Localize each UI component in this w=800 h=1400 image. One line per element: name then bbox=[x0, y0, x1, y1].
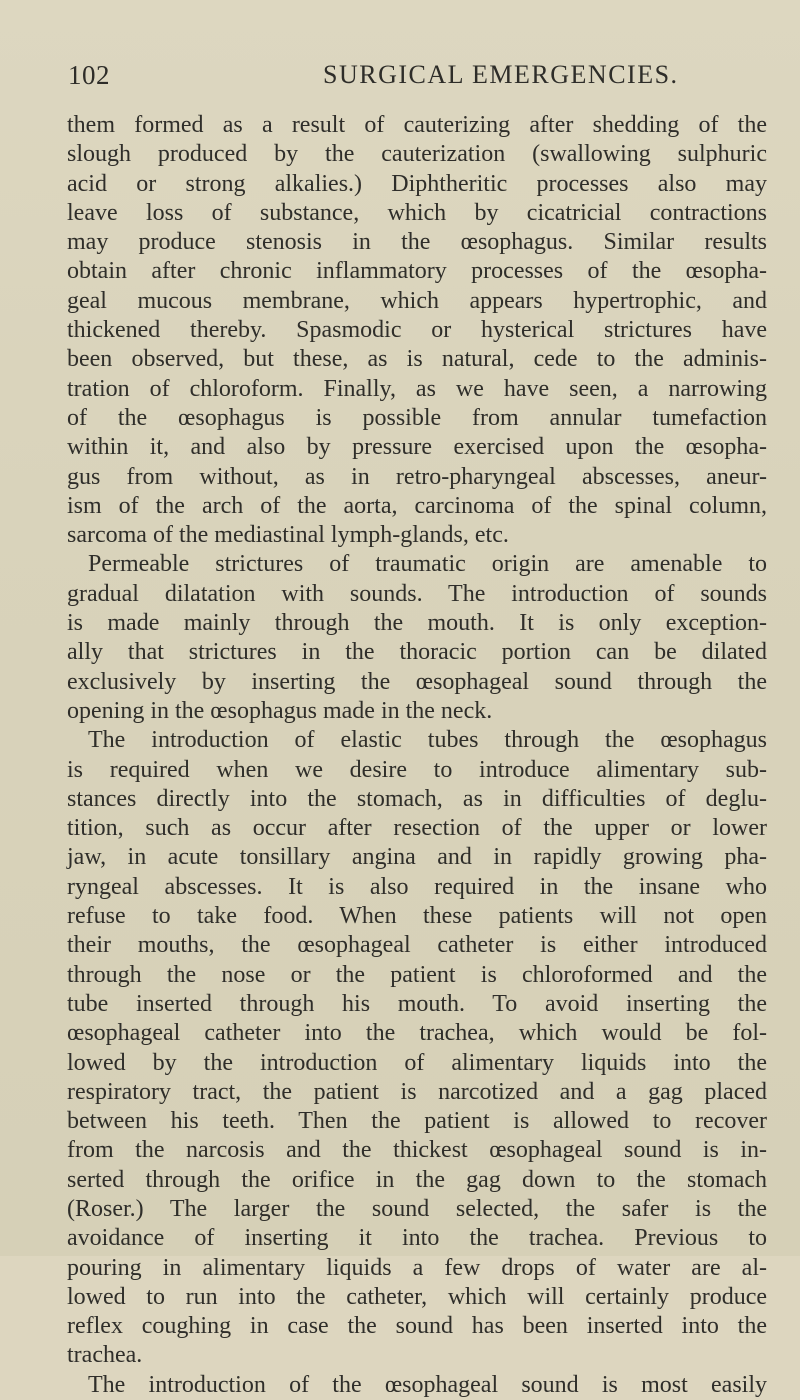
text-line: sarcoma of the mediastinal lymph-glands, etc. bbox=[67, 522, 509, 549]
text-line: jaw, in acute tonsillary angina and in rapidly growing pha- bbox=[67, 844, 767, 871]
text-line: been observed, but these, as is natural, cede to the adminis- bbox=[67, 346, 767, 373]
text-line: leave loss of substance, which by cicatricial contractions bbox=[67, 199, 767, 226]
text-line: is required when we desire to introduce alimentary sub- bbox=[67, 756, 767, 783]
text-line: reflex coughing in case the sound has been inserted into the bbox=[67, 1313, 767, 1340]
text-line: tition, such as occur after resection of the upper or lower bbox=[67, 815, 767, 842]
text-line: from the narcosis and the thickest œsophageal sound is in- bbox=[67, 1137, 767, 1164]
text-line: lowed to run into the catheter, which will certainly produce bbox=[67, 1283, 767, 1310]
text-line: gradual dilatation with sounds. The introduction of sounds bbox=[67, 580, 767, 607]
text-line: is made mainly through the mouth. It is only exception- bbox=[67, 610, 767, 637]
text-line: trachea. bbox=[67, 1342, 143, 1369]
text-line: ryngeal abscesses. It is also required in the insane who bbox=[67, 873, 767, 900]
text-line: ism of the arch of the aorta, carcinoma of the spinal column, bbox=[67, 492, 767, 519]
text-line: thickened thereby. Spasmodic or hysterical strictures have bbox=[67, 317, 767, 344]
text-line: tration of chloroform. Finally, as we have seen, a narrowing bbox=[67, 375, 767, 402]
text-line: of the œsophagus is possible from annular tumefaction bbox=[67, 404, 767, 431]
text-line: gus from without, as in retro-pharyngeal abscesses, aneur- bbox=[67, 463, 767, 490]
text-line: ally that strictures in the thoracic portion can be dilated bbox=[67, 639, 767, 666]
page-header bbox=[68, 60, 758, 100]
running-head: SURGICAL EMERGENCIES. bbox=[323, 60, 679, 89]
text-line: avoidance of inserting it into the trachea. Previous to bbox=[67, 1225, 767, 1252]
text-line: tube inserted through his mouth. To avoid inserting the bbox=[67, 990, 767, 1017]
paragraph-first-line: The introduction of the œsophageal sound is most easily bbox=[88, 1371, 767, 1398]
text-line: geal mucous membrane, which appears hypertrophic, and bbox=[67, 287, 767, 314]
paragraph-first-line: Permeable strictures of traumatic origin are amenable to bbox=[88, 551, 767, 578]
text-line: acid or strong alkalies.) Diphtheritic processes also may bbox=[67, 170, 767, 197]
text-line: through the nose or the patient is chloroformed and the bbox=[67, 961, 767, 988]
text-line: lowed by the introduction of alimentary liquids into the bbox=[67, 1049, 767, 1076]
text-line: pouring in alimentary liquids a few drops of water are al- bbox=[67, 1254, 767, 1281]
text-line: œsophageal catheter into the trachea, which would be fol- bbox=[67, 1020, 767, 1047]
text-line: them formed as a result of cauterizing after shedding of the bbox=[67, 112, 767, 138]
text-line: opening in the œsophagus made in the neck. bbox=[67, 697, 493, 724]
page-number: 102 bbox=[68, 60, 110, 90]
text-line: serted through the orifice in the gag down to the stomach bbox=[67, 1166, 767, 1193]
text-line: within it, and also by pressure exercised upon the œsopha- bbox=[67, 434, 767, 461]
text-line: may produce stenosis in the œsophagus. Similar results bbox=[67, 229, 767, 256]
text-line: exclusively by inserting the œsophageal sound through the bbox=[67, 668, 767, 695]
text-line: their mouths, the œsophageal catheter is either introduced bbox=[67, 932, 767, 959]
text-line: between his teeth. Then the patient is allowed to recover bbox=[67, 1108, 767, 1135]
text-line: refuse to take food. When these patients will not open bbox=[67, 903, 767, 930]
text-line: slough produced by the cauterization (swallowing sulphuric bbox=[67, 141, 767, 168]
text-line: obtain after chronic inflammatory processes of the œsopha- bbox=[67, 258, 767, 285]
body-text bbox=[67, 111, 767, 1400]
text-line: respiratory tract, the patient is narcotized and a gag placed bbox=[67, 1078, 767, 1105]
text-line: stances directly into the stomach, as in difficulties of deglu- bbox=[67, 785, 767, 812]
text-line: (Roser.) The larger the sound selected, the safer is the bbox=[67, 1195, 767, 1222]
paragraph-first-line: The introduction of elastic tubes through the œsophagus bbox=[88, 727, 767, 754]
